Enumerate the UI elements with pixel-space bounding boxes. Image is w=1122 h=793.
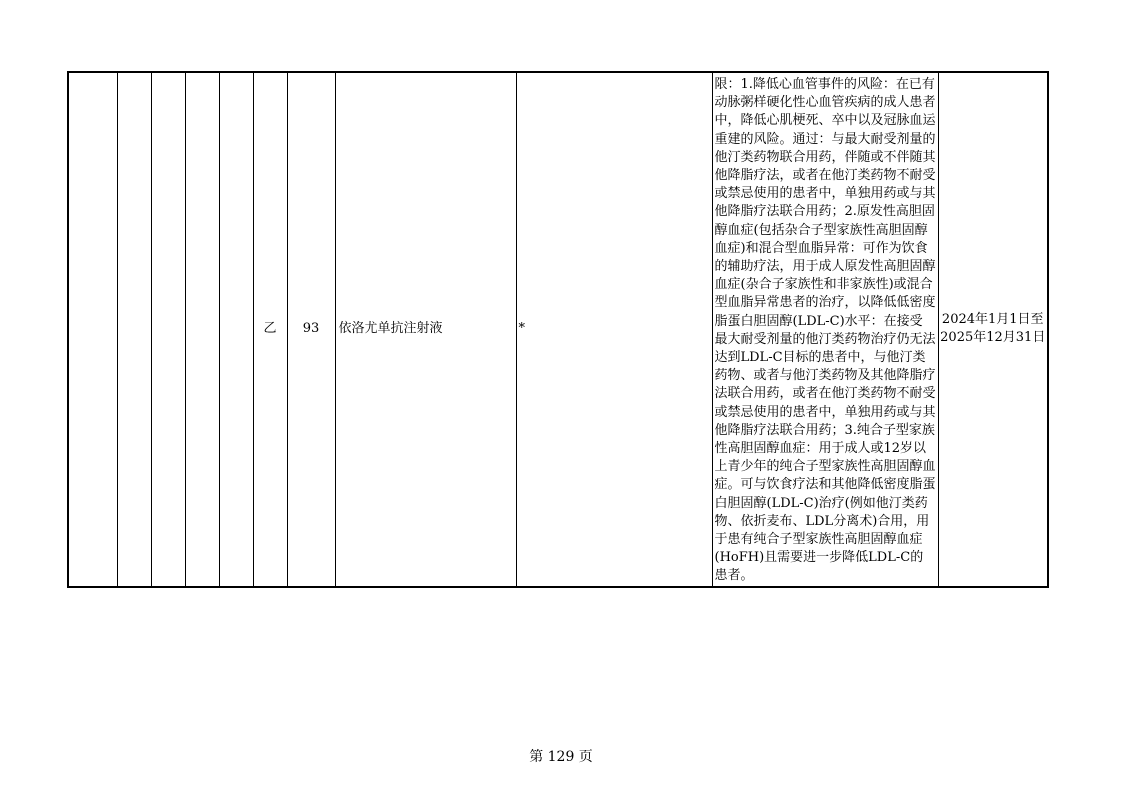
blank-cell-2 [117, 72, 151, 587]
blank-cell-4 [185, 72, 219, 587]
drug-name-cell: 依洛尤单抗注射液 [335, 72, 516, 587]
blank-cell-3 [151, 72, 185, 587]
mark-cell: * [516, 72, 712, 587]
page-number: 第 129 页 [529, 749, 593, 765]
period-end: 2025年12月31日 [940, 330, 1046, 346]
drug-list-table [67, 71, 1049, 588]
blank-cell-1 [68, 72, 117, 587]
number-cell: 93 [287, 72, 335, 587]
table-row [68, 72, 1048, 587]
limit-text-cell: 限：1.降低心血管事件的风险：在已有动脉粥样硬化性心血管疾病的成人患者中，降低心肌梗死、卒中以及冠脉血运重建的风险。通过：与最大耐受剂量的他汀类药物联合用药，伴随或不伴随其他降脂疗法，或者在他汀类药物不耐受或禁忌使用的患者中，单独用药或与其他降脂疗法联合用药；2.原发性高胆固醇血症(包括杂合子型家族性高胆固醇血症)和混合型血脂异常：可作为饮食的辅助疗法，用于成人原发性高胆固醇血症(杂合子家族性和非家族性)或混合型血脂异常患者的治疗，以降低低密度脂蛋白胆固醇(LDL-C)水平：在接受最大耐受剂量的他汀类药物治疗仍无法达到LDL-C目标的患者中，与他汀类药物、或者与他汀类药物及其他降脂疗法联合用药，或者在他汀类药物不耐受或禁忌使用的患者中，单独用药或与其他降脂疗法联合用药；3.纯合子型家族性高胆固醇血症：用于成人或12岁以上青少年的纯合子型家族性高胆固醇血症。可与饮食疗法和其他降低密度脂蛋白胆固醇(LDL-C)治疗(例如他汀类药物、依折麦布、LDL分离术)合用，用于患有纯合子型家族性高胆固醇血症(HoFH)且需要进一步降低LDL-C的患者。 [712, 72, 938, 587]
period-start: 2024年1月1日至 [941, 312, 1044, 328]
period-cell [938, 72, 1048, 587]
category-cell: 乙 [253, 72, 287, 587]
blank-cell-5 [219, 72, 253, 587]
